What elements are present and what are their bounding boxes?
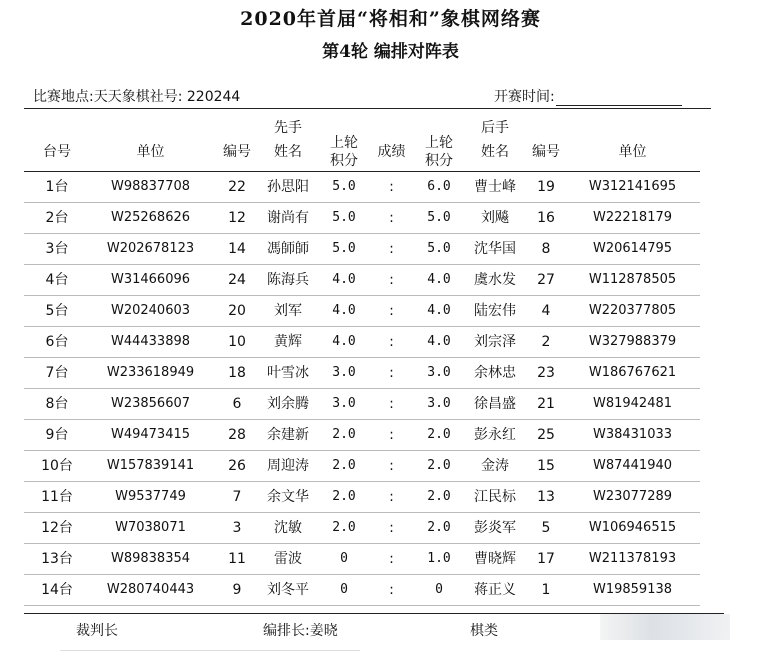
- result-cell: :: [389, 582, 394, 598]
- header-score2: [408, 134, 470, 170]
- header-result: 成绩: [377, 144, 406, 160]
- second-prev-score: 0: [435, 582, 443, 597]
- first-player-name: 余建新: [267, 427, 309, 443]
- table-row: [24, 451, 714, 482]
- table-number: 8台: [45, 396, 69, 412]
- table-number: 6台: [45, 334, 69, 350]
- first-unit: W9537749: [115, 489, 186, 504]
- header-table: 台号: [43, 144, 71, 160]
- table-number: 14台: [41, 582, 73, 598]
- result-cell: :: [389, 303, 394, 319]
- table-number: 13台: [41, 551, 73, 567]
- first-player-name: 馮師師: [267, 241, 309, 257]
- second-unit: W19859138: [592, 582, 673, 597]
- second-number: 5: [541, 520, 551, 536]
- result-cell: :: [389, 396, 394, 412]
- first-number: 28: [228, 427, 246, 443]
- second-number: 16: [537, 210, 555, 226]
- second-unit: W186767621: [588, 365, 677, 380]
- second-unit: W220377805: [588, 303, 677, 318]
- first-prev-score: 2.0: [332, 489, 356, 504]
- table-row: [24, 265, 714, 296]
- first-number: 3: [232, 520, 242, 536]
- header-num1: 编号: [223, 144, 251, 160]
- second-player-name: 蒋正义: [474, 582, 516, 598]
- header-unit1: 单位: [136, 144, 165, 160]
- round-subtitle: 第4轮 编排对阵表: [322, 42, 459, 62]
- result-cell: :: [389, 365, 394, 381]
- second-prev-score: 5.0: [427, 241, 451, 256]
- result-cell: :: [389, 427, 394, 443]
- first-unit: W202678123: [106, 241, 195, 256]
- table-number: 1台: [45, 179, 69, 195]
- first-player-name: 谢尚有: [267, 210, 309, 226]
- page-title: 2020年首届“将相和”象棋网络赛: [240, 8, 541, 30]
- watermark-overlay: [600, 614, 730, 640]
- first-player-name: 黄辉: [274, 334, 302, 350]
- first-player-name: 沈敏: [274, 520, 302, 536]
- table-row: [24, 575, 714, 606]
- first-number: 22: [228, 179, 246, 195]
- table-row: [24, 203, 714, 234]
- second-number: 4: [541, 303, 551, 319]
- first-prev-score: 3.0: [332, 365, 356, 380]
- header-second-line1: 后手: [481, 120, 509, 136]
- first-number: 26: [228, 458, 246, 474]
- header-second-line2: 姓名: [481, 144, 509, 160]
- second-unit: W23077289: [592, 489, 673, 504]
- first-number: 12: [228, 210, 246, 226]
- arbiter-label: 棋类: [470, 623, 498, 639]
- second-player-name: 沈华国: [474, 241, 516, 257]
- first-unit: W89838354: [110, 551, 191, 566]
- second-player-name: 曹士峰: [474, 179, 516, 195]
- second-number: 19: [537, 179, 555, 195]
- first-prev-score: 4.0: [332, 303, 356, 318]
- first-prev-score: 5.0: [332, 179, 356, 194]
- second-player-name: 彭永红: [474, 427, 516, 443]
- second-prev-score: 3.0: [427, 396, 451, 411]
- second-player-name: 刘飚: [481, 210, 509, 226]
- chief-referee-label: 裁判长: [76, 623, 118, 639]
- header-unit2: 单位: [618, 144, 647, 160]
- first-player-name: 雷波: [274, 551, 302, 567]
- header-score2-line1: 上轮: [425, 135, 453, 151]
- result-cell: :: [389, 520, 394, 536]
- first-number: 11: [228, 551, 246, 567]
- result-cell: :: [389, 241, 394, 257]
- table-row: [24, 482, 714, 513]
- table-number: 3台: [45, 241, 69, 257]
- second-number: 27: [537, 272, 555, 288]
- first-unit: W25268626: [110, 210, 191, 225]
- header-num2: 编号: [532, 144, 560, 160]
- header-first-mover: [263, 119, 313, 161]
- result-cell: :: [389, 179, 394, 195]
- second-player-name: 陆宏伟: [474, 303, 516, 319]
- start-time-blank: [556, 91, 682, 106]
- first-player-name: 孙思阳: [267, 179, 309, 195]
- second-prev-score: 2.0: [427, 489, 451, 504]
- second-player-name: 徐昌盛: [474, 396, 516, 412]
- first-number: 20: [228, 303, 246, 319]
- first-number: 10: [228, 334, 246, 350]
- second-prev-score: 5.0: [427, 210, 451, 225]
- header-first-line1: 先手: [274, 120, 302, 136]
- result-cell: :: [389, 210, 394, 226]
- first-unit: W157839141: [106, 458, 195, 473]
- second-number: 23: [537, 365, 555, 381]
- start-time-info: [494, 86, 682, 106]
- first-prev-score: 4.0: [332, 334, 356, 349]
- table-number: 12台: [41, 520, 73, 536]
- first-unit: W49473415: [110, 427, 191, 442]
- first-prev-score: 5.0: [332, 210, 356, 225]
- first-unit: W7038071: [115, 520, 186, 535]
- second-unit: W20614795: [592, 241, 673, 256]
- first-prev-score: 0: [340, 582, 348, 597]
- second-number: 15: [537, 458, 555, 474]
- header-first-line2: 姓名: [274, 144, 302, 160]
- second-player-name: 余林忠: [474, 365, 516, 381]
- table-number: 7台: [45, 365, 69, 381]
- header-score1-line1: 上轮: [330, 135, 358, 151]
- table-row: [24, 296, 714, 327]
- table-row: [24, 544, 714, 575]
- second-player-name: 金涛: [481, 458, 509, 474]
- second-unit: W327988379: [588, 334, 677, 349]
- table-row: [24, 327, 714, 358]
- table-number: 9台: [45, 427, 69, 443]
- second-prev-score: 4.0: [427, 272, 451, 287]
- second-player-name: 刘宗泽: [474, 334, 516, 350]
- second-unit: W211378193: [588, 551, 677, 566]
- second-prev-score: 2.0: [427, 520, 451, 535]
- result-cell: :: [389, 551, 394, 567]
- first-number: 6: [232, 396, 242, 412]
- second-unit: W22218179: [592, 210, 673, 225]
- table-row: [24, 420, 714, 451]
- first-number: 7: [232, 489, 242, 505]
- first-prev-score: 2.0: [332, 427, 356, 442]
- second-unit: W312141695: [588, 179, 677, 194]
- first-player-name: 叶雪冰: [267, 365, 309, 381]
- result-cell: :: [389, 458, 394, 474]
- first-unit: W233618949: [106, 365, 195, 380]
- first-player-name: 周迎涛: [267, 458, 309, 474]
- start-time-label: 开赛时间:: [494, 89, 555, 105]
- table-number: 4台: [45, 272, 69, 288]
- second-number: 2: [541, 334, 551, 350]
- first-unit: W98837708: [110, 179, 191, 194]
- second-number: 1: [541, 582, 551, 598]
- second-player-name: 曹晓辉: [474, 551, 516, 567]
- table-number: 11台: [41, 489, 73, 505]
- first-number: 9: [232, 582, 242, 598]
- table-number: 10台: [41, 458, 73, 474]
- second-prev-score: 3.0: [427, 365, 451, 380]
- second-player-name: 江民标: [474, 489, 516, 505]
- first-unit: W44433898: [110, 334, 191, 349]
- second-prev-score: 2.0: [427, 458, 451, 473]
- second-prev-score: 4.0: [427, 303, 451, 318]
- header-second-mover: [470, 119, 520, 161]
- first-prev-score: 0: [340, 551, 348, 566]
- second-prev-score: 6.0: [427, 179, 451, 194]
- row-divider: [24, 605, 700, 606]
- table-number: 5台: [45, 303, 69, 319]
- table-row: [24, 358, 714, 389]
- header-score1-line2: 积分: [330, 153, 358, 169]
- first-unit: W20240603: [110, 303, 191, 318]
- first-prev-score: 3.0: [332, 396, 356, 411]
- result-cell: :: [389, 334, 394, 350]
- first-prev-score: 2.0: [332, 458, 356, 473]
- table-row: [24, 389, 714, 420]
- first-prev-score: 4.0: [332, 272, 356, 287]
- first-prev-score: 5.0: [332, 241, 356, 256]
- first-unit: W31466096: [110, 272, 191, 287]
- second-number: 8: [541, 241, 551, 257]
- first-number: 24: [228, 272, 246, 288]
- venue-info: 比赛地点:天天象棋社号: 220244: [33, 89, 241, 105]
- second-prev-score: 4.0: [427, 334, 451, 349]
- second-number: 25: [537, 427, 555, 443]
- second-unit: W81942481: [592, 396, 673, 411]
- bottom-divider: [60, 650, 360, 651]
- first-player-name: 陈海兵: [267, 272, 309, 288]
- second-unit: W112878505: [588, 272, 677, 287]
- result-cell: :: [389, 489, 394, 505]
- first-number: 18: [228, 365, 246, 381]
- second-unit: W106946515: [588, 520, 677, 535]
- first-player-name: 刘军: [274, 303, 302, 319]
- header-score2-line2: 积分: [425, 153, 453, 169]
- second-unit: W87441940: [592, 458, 673, 473]
- second-number: 21: [537, 396, 555, 412]
- table-row: [24, 172, 714, 203]
- second-number: 17: [537, 551, 555, 567]
- arranger-label: 编排长:姜晓: [263, 623, 338, 639]
- first-prev-score: 2.0: [332, 520, 356, 535]
- first-unit: W280740443: [106, 582, 195, 597]
- first-player-name: 余文华: [267, 489, 309, 505]
- first-player-name: 刘余腾: [267, 396, 309, 412]
- result-cell: :: [389, 272, 394, 288]
- table-row: [24, 234, 714, 265]
- second-unit: W38431033: [592, 427, 673, 442]
- second-player-name: 虞水发: [474, 272, 516, 288]
- table-number: 2台: [45, 210, 69, 226]
- table-row: [24, 513, 714, 544]
- second-number: 13: [537, 489, 555, 505]
- header-score1: [313, 134, 375, 170]
- first-player-name: 刘冬平: [267, 582, 309, 598]
- second-player-name: 彭炎军: [474, 520, 516, 536]
- header-top-rule: [24, 108, 711, 109]
- first-unit: W23856607: [110, 396, 191, 411]
- second-prev-score: 1.0: [427, 551, 451, 566]
- second-prev-score: 2.0: [427, 427, 451, 442]
- first-number: 14: [228, 241, 246, 257]
